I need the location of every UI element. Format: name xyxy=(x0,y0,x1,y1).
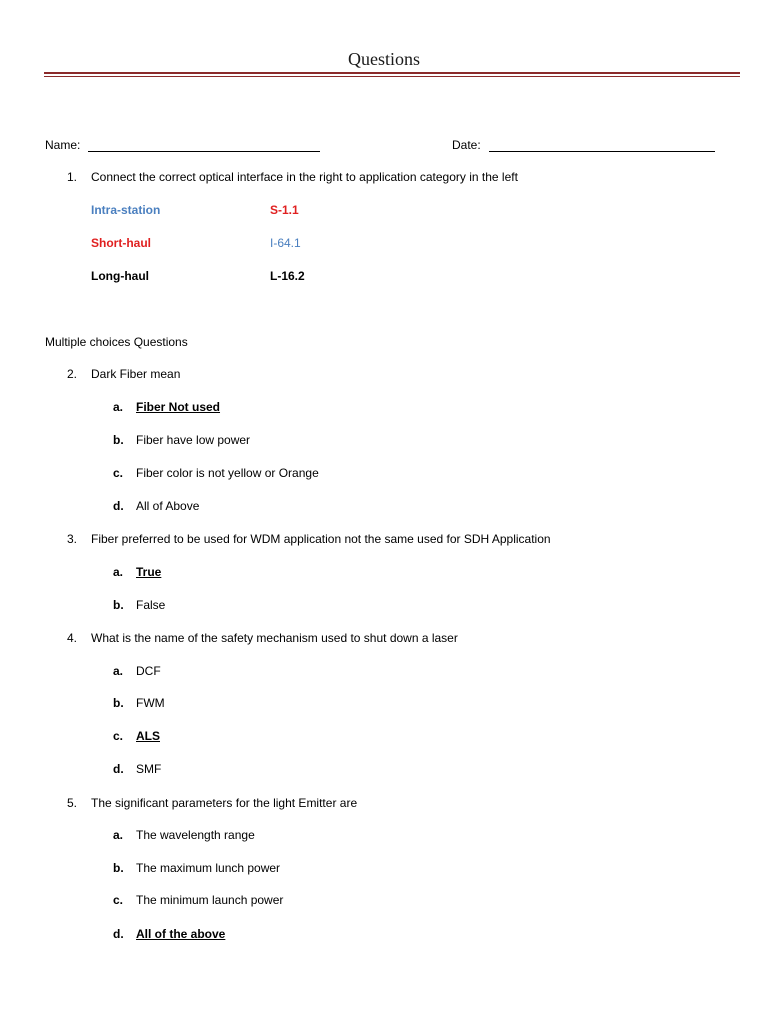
option-letter: d. xyxy=(113,927,124,941)
match-right-item: S-1.1 xyxy=(270,203,299,217)
option-letter: a. xyxy=(113,565,124,579)
name-label: Name: xyxy=(45,138,81,152)
option-letter: b. xyxy=(113,598,124,612)
option-text[interactable]: The wavelength range xyxy=(136,828,255,842)
option-letter: d. xyxy=(113,499,124,513)
option-text[interactable]: False xyxy=(136,598,166,612)
match-left-item: Intra-station xyxy=(91,203,161,217)
date-label: Date: xyxy=(452,138,481,152)
question-text: The significant parameters for the light Emitter are xyxy=(91,796,358,810)
option-text[interactable]: The maximum lunch power xyxy=(136,861,281,875)
question-text: Dark Fiber mean xyxy=(91,367,181,381)
question-number: 3. xyxy=(67,532,78,546)
option-text[interactable]: Fiber color is not yellow or Orange xyxy=(136,466,319,480)
section-heading: Multiple choices Questions xyxy=(45,335,188,349)
question-text: What is the name of the safety mechanism used to shut down a laser xyxy=(91,631,458,645)
question-number: 2. xyxy=(67,367,78,381)
question-number: 4. xyxy=(67,631,78,645)
question-number: 1. xyxy=(67,170,78,184)
page-title: Questions xyxy=(348,49,420,69)
option-letter: a. xyxy=(113,664,124,678)
match-left-item: Short-haul xyxy=(91,236,151,250)
option-letter: c. xyxy=(113,893,124,907)
question-text: Connect the correct optical interface in the right to application category in the left xyxy=(91,170,518,184)
option-letter: b. xyxy=(113,861,124,875)
match-right-item: I-64.1 xyxy=(270,236,301,250)
option-text[interactable]: FWM xyxy=(136,696,165,710)
match-left-item: Long-haul xyxy=(91,269,149,283)
option-text[interactable]: Fiber have low power xyxy=(136,433,251,447)
option-letter: c. xyxy=(113,466,124,480)
title-rule-thin xyxy=(44,76,740,77)
option-text[interactable]: DCF xyxy=(136,664,161,678)
date-field[interactable] xyxy=(489,139,715,152)
option-text-answer[interactable]: ALS xyxy=(136,729,160,743)
option-text[interactable]: All of Above xyxy=(136,499,200,513)
date-row xyxy=(452,138,715,152)
option-letter: a. xyxy=(113,828,124,842)
option-text-answer[interactable]: True xyxy=(136,565,162,579)
option-text[interactable]: The minimum launch power xyxy=(136,893,284,907)
option-text[interactable]: SMF xyxy=(136,762,162,776)
name-field[interactable] xyxy=(88,139,320,152)
option-letter: d. xyxy=(113,762,124,776)
option-text-answer[interactable]: Fiber Not used xyxy=(136,400,221,414)
option-letter: c. xyxy=(113,729,124,743)
question-text: Fiber preferred to be used for WDM application not the same used for SDH Application xyxy=(91,532,551,546)
match-right-item: L-16.2 xyxy=(270,269,305,283)
option-text-answer[interactable]: All of the above xyxy=(136,927,226,941)
option-letter: a. xyxy=(113,400,124,414)
option-letter: b. xyxy=(113,433,124,447)
question-number: 5. xyxy=(67,796,78,810)
title-rule-thick xyxy=(44,72,740,74)
name-row xyxy=(45,138,320,152)
option-letter: b. xyxy=(113,696,124,710)
